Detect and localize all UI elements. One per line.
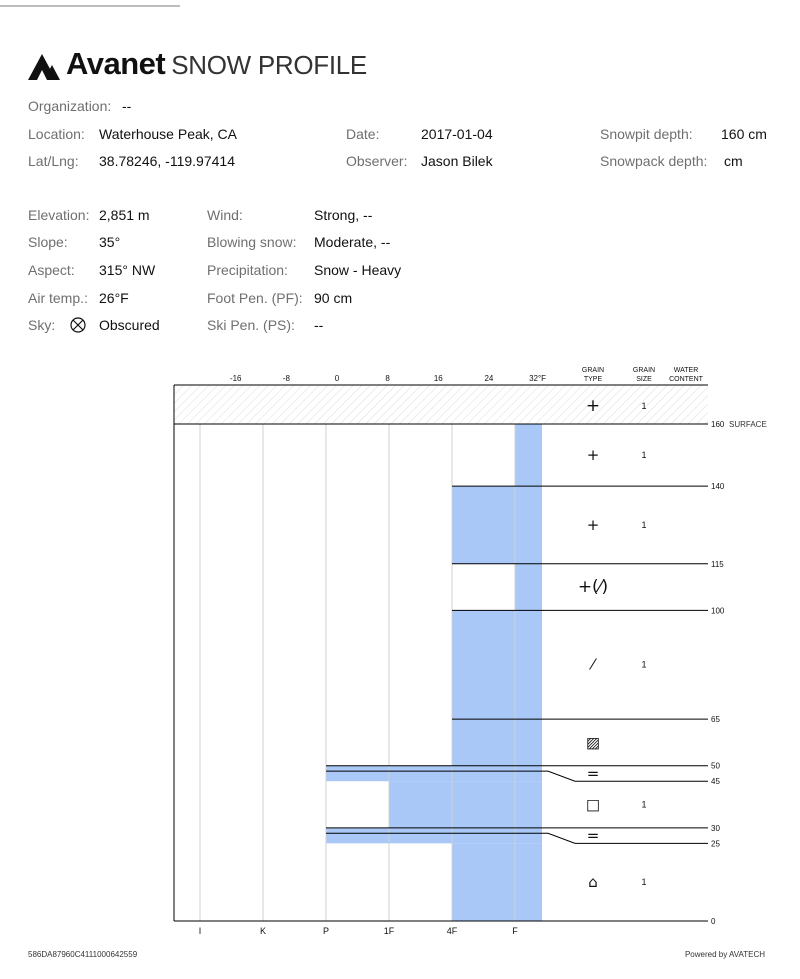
depth-label: 25 (711, 839, 720, 849)
layer-grain-type: ▨ (585, 733, 601, 752)
hardness-tick-label: K (259, 926, 267, 936)
snowpit-depth-value: 160 cm (721, 126, 767, 142)
organization-value: -- (122, 98, 132, 114)
temp-tick-label: 24 (484, 374, 494, 383)
layer-grain-type: ⁄ (591, 655, 595, 674)
hardness-bar (452, 610, 542, 719)
hardness-bar (452, 486, 542, 564)
depth-label: 140 (711, 482, 725, 492)
ski-pen-value: -- (314, 317, 324, 333)
slope-value: 35° (99, 234, 121, 250)
hardness-bar (515, 424, 542, 486)
layer-grain-size: 1 (641, 799, 647, 810)
foot-pen-label: Foot Pen. (PF): (207, 290, 303, 306)
page-title: SNOW PROFILE (171, 50, 367, 80)
blowing-snow-label: Blowing snow: (207, 234, 297, 250)
brand-name: Avanet (66, 46, 166, 81)
layer-grain-type: + (586, 515, 600, 534)
location-label: Location: (28, 126, 85, 142)
column-header-line1: GRAIN (632, 367, 656, 374)
depth-label: 0 (711, 917, 716, 926)
hardness-bar (452, 719, 542, 766)
slope-label: Slope: (28, 234, 68, 250)
organization-label: Organization: (28, 98, 112, 114)
hardness-tick-label: P (322, 926, 330, 936)
hardness-bar (515, 564, 542, 611)
foot-pen-value: 90 cm (314, 290, 353, 306)
layer-grain-size: 1 (641, 659, 647, 670)
hardness-tick-label: 4F (446, 926, 458, 936)
date-value: 2017-01-04 (421, 126, 493, 142)
sky-value: Obscured (99, 317, 160, 333)
temp-tick-label: 8 (385, 374, 390, 383)
layer-grain-size: 1 (641, 450, 647, 461)
column-header-line2: CONTENT (669, 376, 703, 383)
layer-grain-size: 1 (641, 519, 647, 530)
depth-label: 30 (711, 823, 720, 833)
air-temp-value: 26°F (99, 290, 129, 306)
hardness-tick-label: 1F (383, 926, 395, 936)
layer-grain-type: + (586, 446, 600, 465)
ski-pen-label: Ski Pen. (PS): (207, 317, 295, 333)
precipitation-value: Snow - Heavy (314, 262, 402, 278)
snowpack-depth-value: cm (724, 153, 743, 169)
hardness-bar (326, 828, 542, 844)
hardness-tick-label: F (512, 926, 518, 936)
aspect-label: Aspect: (28, 262, 75, 278)
elevation-label: Elevation: (28, 207, 90, 223)
surface-hatch (174, 385, 708, 424)
surface-label: SURFACE (729, 420, 767, 429)
observer-label: Observer: (346, 153, 408, 169)
depth-label: 115 (711, 559, 724, 569)
column-header-line1: WATER (673, 367, 699, 374)
profile-id: 586DA87960C4111000642559 (28, 950, 138, 959)
hardness-bar (326, 766, 542, 782)
latlng-value: 38.78246, -119.97414 (99, 153, 235, 169)
latlng-label: Lat/Lng: (28, 153, 79, 169)
layer-grain-type: = (586, 764, 600, 783)
wind-value: Strong, -- (314, 207, 373, 223)
location-value: Waterhouse Peak, CA (99, 126, 237, 142)
elevation-value: 2,851 m (99, 207, 150, 223)
hardness-bar (389, 781, 542, 828)
hardness-tick-label: I (198, 926, 202, 936)
depth-label: 45 (711, 777, 720, 787)
air-temp-label: Air temp.: (28, 290, 88, 306)
temp-tick-label: 32°F (529, 374, 547, 383)
layer-grain-type: = (586, 826, 600, 845)
temp-tick-label: 16 (433, 374, 443, 383)
snowpit-depth-label: Snowpit depth: (600, 126, 693, 142)
layer-grain-type: ⌂ (588, 873, 598, 892)
column-header-line2: TYPE (583, 376, 603, 383)
surface-grain-size: 1 (641, 401, 647, 411)
temp-tick-label: -8 (282, 374, 290, 383)
temp-tick-label: -16 (229, 374, 242, 383)
depth-label: 100 (711, 606, 725, 616)
snowpack-depth-label: Snowpack depth: (600, 153, 708, 169)
depth-label: 65 (711, 715, 720, 725)
depth-label: 50 (711, 761, 720, 771)
powered-by: Powered by AVATECH (684, 950, 765, 959)
surface-grain-type: + (585, 396, 601, 416)
precipitation-label: Precipitation: (207, 262, 288, 278)
observer-value: Jason Bilek (421, 153, 493, 169)
aspect-value: 315° NW (99, 262, 156, 278)
wind-label: Wind: (207, 207, 243, 223)
temp-tick-label: 0 (334, 374, 340, 383)
hardness-bar (452, 843, 542, 921)
column-header-line2: SIZE (636, 376, 652, 383)
column-header-line1: GRAIN (581, 367, 605, 374)
layer-grain-type: +(⁄) (577, 577, 609, 598)
layer-grain-type: □ (585, 795, 601, 814)
date-label: Date: (346, 126, 380, 142)
sky-label: Sky: (28, 317, 56, 333)
blowing-snow-value: Moderate, -- (314, 234, 391, 250)
depth-label: 160 (711, 420, 725, 429)
layer-grain-size: 1 (641, 877, 647, 888)
